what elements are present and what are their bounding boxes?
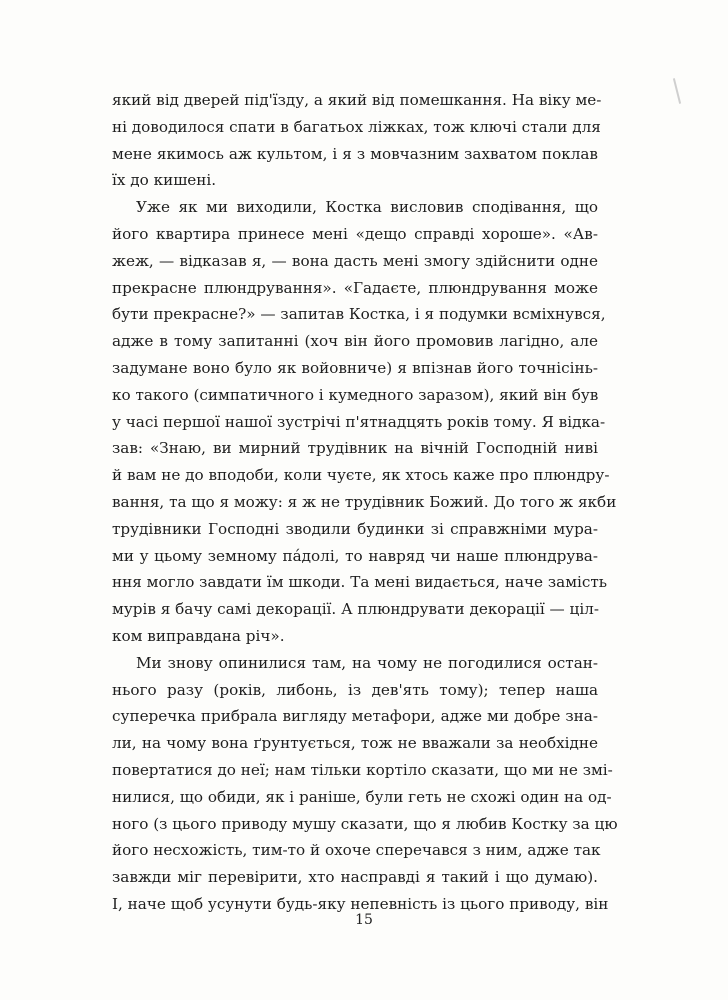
- text-line: Уже як ми виходили, Костка висловив сподівання, що: [136, 198, 598, 217]
- text-line: суперечка прибрала вигляду метафори, адже ми добре зна-: [112, 707, 598, 726]
- text-line: Ми знову опинилися там, на чому не погодилися остан-: [136, 653, 598, 672]
- text-line: завжди міг перевірити, хто насправді я такий і що думаю).: [112, 868, 598, 887]
- text-line: трудівники Господні зводили будинки зі справжніми мура-: [112, 519, 598, 538]
- text-line: нилися, що обиди, як і раніше, були геть не схожі один на од-: [112, 787, 612, 806]
- page-number: 15: [355, 912, 373, 928]
- text-line: ного (з цього приводу мушу сказати, що я любив Костку за цю: [112, 814, 618, 833]
- text-line: адже в тому запитанні (хоч він його промовив лагідно, але: [112, 332, 598, 351]
- text-line: ко такого (симпатичного і кумедного заразом), який він був: [112, 385, 599, 404]
- text-line: мурів я бачу самі декорації. А плюндрувати декорації — ціл-: [112, 600, 599, 619]
- paragraph-3: [112, 650, 618, 918]
- text-line: його несхожість, тим-то й охоче сперечався з ним, адже так: [112, 841, 601, 860]
- paragraph-2: [112, 194, 617, 650]
- text-line: ми у цьому земному пáдолі, то навряд чи наше плюндрува-: [112, 546, 598, 565]
- text-line: жеж, — відказав я, — вона дасть мені змогу здійснити одне: [112, 251, 598, 270]
- text-line: ли, на чому вона ґрунтується, тож не вважали за необхідне: [112, 734, 598, 753]
- text-line: бути прекрасне?» — запитав Костка, і я подумки всміхнувся,: [112, 305, 606, 324]
- text-line: зав: «Знаю, ви мирний трудівник на вічній Господній ниві: [112, 439, 598, 458]
- text-line: ні доводилося спати в багатьох ліжках, тож ключі стали для: [112, 117, 601, 136]
- text-line: повертатися до неї; нам тільки кортіло сказати, що ми не змі-: [112, 760, 613, 779]
- text-line: задумане воно було як войовниче) я впізнав його точнісінь-: [112, 358, 598, 377]
- text-line: ння могло завдати їм шкоди. Та мені видається, наче замість: [112, 573, 608, 592]
- text-line: вання, та що я можу: я ж не трудівник Божий. До того ж якби: [112, 492, 617, 511]
- text-line: нього разу (років, либонь, із дев'ять тому); тепер наша: [112, 680, 598, 699]
- margin-pencil-mark: [673, 78, 681, 104]
- text-line: у часі першої нашої зустрічі п'ятнадцять років тому. Я відка-: [112, 412, 606, 431]
- text-line: ком виправдана річ».: [112, 626, 285, 645]
- text-line: й вам не до вподоби, коли чуєте, як хтось каже про плюндру-: [112, 466, 610, 485]
- text-line: їх до кишені.: [112, 171, 217, 190]
- paragraph-1: [112, 87, 602, 194]
- text-line: І, наче щоб усунути будь-яку непевність із цього приводу, він: [112, 894, 609, 913]
- text-line: який від дверей під'їзду, а який від помешкання. На віку ме-: [112, 91, 602, 109]
- body-text: [112, 87, 618, 918]
- text-line: мене якимось аж культом, і я з мовчазним захватом поклав: [112, 144, 598, 163]
- text-line: прекрасне плюндрування». «Гадаєте, плюндрування може: [112, 278, 598, 297]
- text-line: його квартира принесе мені «дещо справді хороше». «Ав-: [112, 224, 598, 243]
